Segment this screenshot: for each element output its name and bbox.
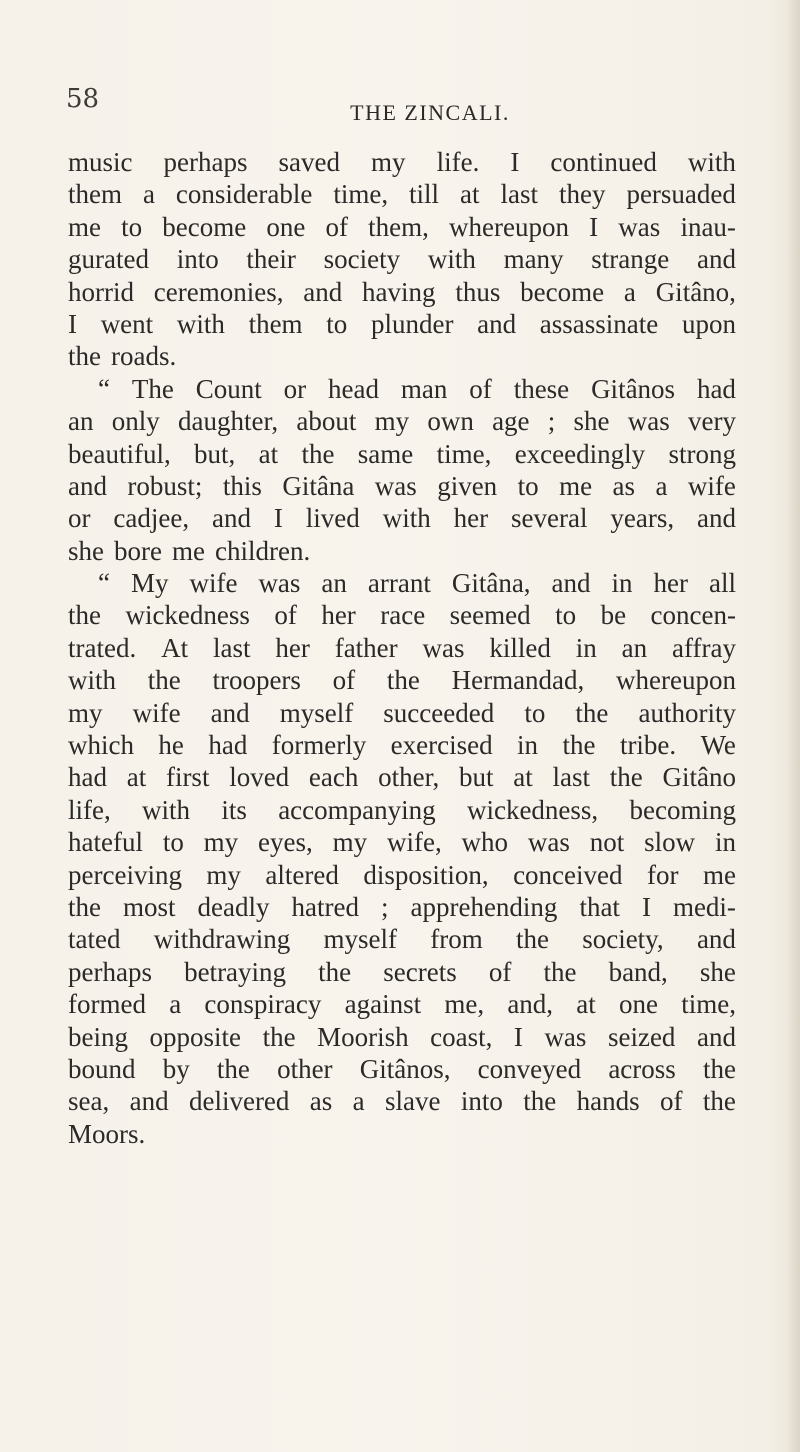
word: the bbox=[147, 665, 181, 696]
running-head: THE ZINCALI. bbox=[350, 100, 510, 125]
word: but, bbox=[194, 438, 236, 469]
body-text bbox=[68, 146, 736, 1150]
text-line bbox=[68, 794, 736, 826]
text-line bbox=[68, 956, 736, 988]
word: troopers bbox=[212, 665, 301, 696]
word: of bbox=[274, 600, 297, 631]
word: band, bbox=[608, 956, 668, 987]
word: or bbox=[283, 373, 307, 404]
word: race bbox=[380, 600, 426, 631]
text-line bbox=[68, 664, 736, 696]
word: in bbox=[714, 827, 736, 858]
word: the bbox=[702, 1086, 736, 1117]
word: children. bbox=[214, 535, 311, 566]
word: robust; bbox=[127, 470, 203, 501]
word: years, bbox=[610, 503, 675, 534]
word: cadjee, bbox=[113, 503, 190, 534]
word: father bbox=[334, 632, 398, 663]
word: hands bbox=[576, 1086, 640, 1117]
word: to bbox=[326, 308, 348, 339]
word: time, bbox=[436, 438, 492, 469]
word: to bbox=[555, 600, 577, 631]
word: My bbox=[130, 568, 169, 599]
word: arrant bbox=[367, 568, 431, 599]
page-number: 58 bbox=[66, 84, 100, 114]
word: wife bbox=[189, 568, 238, 599]
word: Count bbox=[195, 373, 262, 404]
word: time, bbox=[333, 179, 389, 210]
word: my bbox=[374, 406, 410, 437]
word: formed bbox=[68, 989, 146, 1020]
word: by bbox=[162, 1053, 190, 1084]
word: ceremonies, bbox=[153, 276, 284, 307]
word: very bbox=[687, 406, 736, 437]
word: several bbox=[511, 503, 588, 534]
word: of bbox=[660, 1086, 683, 1117]
text-line bbox=[68, 826, 736, 858]
word: with bbox=[176, 308, 225, 339]
word: society, bbox=[582, 924, 664, 955]
word: who bbox=[461, 827, 509, 858]
word: was bbox=[527, 827, 570, 858]
text-line bbox=[68, 276, 736, 308]
text-line bbox=[68, 1118, 736, 1150]
word: as bbox=[612, 470, 636, 501]
word: “ bbox=[98, 373, 110, 404]
word: bore bbox=[114, 535, 162, 566]
word: I bbox=[513, 1021, 523, 1052]
word: own bbox=[427, 406, 474, 437]
word: plunder bbox=[370, 308, 454, 339]
word: At bbox=[161, 632, 189, 663]
word: in bbox=[575, 632, 597, 663]
word: my bbox=[206, 859, 241, 890]
word: wife bbox=[132, 697, 181, 728]
word: I bbox=[589, 211, 599, 242]
word: she bbox=[68, 535, 104, 566]
word: Gitânos, bbox=[359, 1053, 451, 1084]
word: of bbox=[488, 956, 512, 987]
word: at bbox=[460, 179, 480, 210]
word: or bbox=[68, 503, 91, 534]
word: against bbox=[344, 989, 422, 1020]
word: at bbox=[513, 762, 533, 793]
word: the bbox=[543, 956, 577, 987]
word: he bbox=[158, 730, 184, 761]
word: Moors. bbox=[68, 1118, 146, 1149]
word: an bbox=[321, 568, 347, 599]
word: was bbox=[258, 568, 301, 599]
word: the bbox=[262, 1021, 296, 1052]
word: sea, bbox=[68, 1086, 110, 1117]
word: affray bbox=[672, 632, 736, 663]
word: life. bbox=[436, 147, 480, 177]
word: betraying bbox=[184, 956, 287, 987]
word: and, bbox=[507, 989, 554, 1020]
word: age bbox=[492, 406, 530, 437]
word: one bbox=[266, 211, 306, 242]
text-line bbox=[68, 502, 736, 534]
word: Moorish bbox=[317, 1021, 409, 1052]
word: Gitânos bbox=[591, 373, 676, 404]
word: become bbox=[162, 211, 247, 242]
word: become bbox=[520, 276, 605, 307]
word: these bbox=[513, 373, 570, 404]
word: same bbox=[357, 438, 414, 469]
word: man bbox=[400, 373, 448, 404]
text-line bbox=[68, 308, 736, 340]
text-line bbox=[68, 405, 736, 437]
word: society bbox=[323, 244, 401, 275]
word: the bbox=[216, 1053, 250, 1084]
word: was bbox=[618, 211, 661, 242]
word: the bbox=[301, 438, 335, 469]
word: head bbox=[328, 373, 380, 404]
word: Gitâno bbox=[662, 762, 736, 793]
word: my bbox=[332, 827, 368, 858]
word: perceiving bbox=[68, 859, 182, 890]
word: the bbox=[609, 762, 643, 793]
word: seized bbox=[607, 1021, 676, 1052]
text-line bbox=[68, 859, 736, 891]
word: perhaps bbox=[163, 147, 248, 177]
word: exercised bbox=[390, 730, 493, 761]
word: me bbox=[68, 211, 101, 242]
word: slow bbox=[644, 827, 696, 858]
word: be bbox=[600, 600, 627, 631]
word: inau- bbox=[680, 211, 736, 242]
word: of bbox=[325, 211, 349, 242]
word: Gitâna bbox=[282, 470, 355, 501]
word: wickedness bbox=[125, 600, 250, 631]
word: considerable bbox=[175, 179, 313, 210]
text-line bbox=[68, 178, 736, 210]
word: strong bbox=[668, 438, 736, 469]
word: last bbox=[552, 762, 590, 793]
word: each bbox=[308, 762, 359, 793]
word: her bbox=[453, 503, 489, 534]
word: my bbox=[203, 827, 239, 858]
word: thus bbox=[455, 276, 501, 307]
word: was bbox=[374, 470, 417, 501]
word: to bbox=[517, 470, 539, 501]
word: as bbox=[309, 1086, 333, 1117]
word: trated. bbox=[68, 632, 137, 663]
word: the bbox=[68, 891, 101, 922]
word: but bbox=[459, 762, 494, 793]
word: life, bbox=[68, 794, 111, 825]
word: ; bbox=[547, 406, 556, 437]
word: a bbox=[623, 276, 636, 307]
text-line bbox=[68, 891, 736, 923]
text-line bbox=[68, 470, 736, 502]
word: tribe. bbox=[619, 730, 677, 761]
word: with bbox=[427, 244, 476, 275]
word: me bbox=[171, 535, 205, 566]
word: beautiful, bbox=[68, 438, 171, 469]
word: in bbox=[517, 730, 539, 761]
word: its bbox=[221, 794, 247, 825]
word: The bbox=[131, 373, 174, 404]
word: apprehending bbox=[410, 891, 558, 922]
word: conceived bbox=[513, 859, 623, 890]
text-line bbox=[68, 923, 736, 955]
word: Gitâno, bbox=[655, 276, 736, 307]
word: an bbox=[621, 632, 648, 663]
word: hateful bbox=[68, 827, 143, 858]
word: and bbox=[129, 1086, 169, 1117]
word: other bbox=[277, 1053, 333, 1084]
word: strange bbox=[591, 244, 670, 275]
word: at bbox=[258, 438, 279, 469]
word: till bbox=[409, 179, 440, 210]
word: her bbox=[653, 568, 688, 599]
word: and bbox=[696, 924, 736, 955]
word: last bbox=[212, 632, 251, 663]
word: conveyed bbox=[477, 1053, 582, 1084]
word: gurated bbox=[68, 244, 149, 275]
word: other, bbox=[378, 762, 440, 793]
text-line bbox=[68, 146, 736, 178]
word: withdrawing bbox=[153, 924, 291, 955]
word: assassinate bbox=[539, 308, 659, 339]
word: the bbox=[386, 665, 420, 696]
word: coast, bbox=[430, 1021, 493, 1052]
word: last bbox=[500, 179, 538, 210]
word: was bbox=[627, 406, 670, 437]
word: bound bbox=[68, 1053, 136, 1084]
text-line bbox=[68, 761, 736, 793]
word: loved bbox=[229, 762, 290, 793]
word: disposition, bbox=[363, 859, 489, 890]
word: secrets bbox=[383, 956, 457, 987]
word: my bbox=[68, 697, 103, 728]
word: one bbox=[619, 989, 658, 1020]
text-line bbox=[68, 697, 736, 729]
word: in bbox=[611, 568, 633, 599]
word: whereupon bbox=[616, 665, 736, 696]
word: and bbox=[212, 503, 251, 534]
word: I bbox=[641, 891, 651, 922]
word: altered bbox=[265, 859, 339, 890]
word: first bbox=[165, 762, 210, 793]
word: deadly bbox=[197, 891, 270, 922]
word: Gitâna, bbox=[451, 568, 531, 599]
word: which bbox=[68, 730, 134, 761]
word: upon bbox=[681, 308, 736, 339]
page-edge-shadow bbox=[786, 0, 800, 1452]
word: becoming bbox=[629, 794, 736, 825]
word: only bbox=[111, 406, 160, 437]
word: to bbox=[524, 697, 546, 728]
word: having bbox=[362, 276, 436, 307]
word: whereupon bbox=[449, 211, 570, 242]
word: me bbox=[559, 470, 593, 501]
word: persuaded bbox=[626, 179, 736, 210]
word: them bbox=[248, 308, 303, 339]
text-line bbox=[68, 438, 736, 470]
word: the bbox=[575, 697, 609, 728]
word: slave bbox=[385, 1086, 441, 1117]
word: with bbox=[382, 503, 431, 534]
word: of bbox=[332, 665, 356, 696]
word: many bbox=[503, 244, 564, 275]
word: authority bbox=[638, 697, 736, 728]
word: I bbox=[68, 308, 77, 339]
text-line bbox=[68, 599, 736, 631]
word: perhaps bbox=[68, 956, 152, 987]
text-line bbox=[68, 1053, 736, 1085]
word: that bbox=[579, 891, 620, 922]
word: their bbox=[246, 244, 296, 275]
word: with bbox=[687, 147, 736, 177]
word: the bbox=[318, 956, 352, 987]
word: myself bbox=[279, 697, 354, 728]
word: formerly bbox=[271, 730, 367, 761]
text-line bbox=[68, 632, 736, 664]
word: they bbox=[558, 179, 606, 210]
word: a bbox=[352, 1086, 365, 1117]
word: was bbox=[422, 632, 465, 663]
word: roads. bbox=[111, 341, 177, 372]
word: a bbox=[655, 470, 668, 501]
word: this bbox=[222, 470, 262, 501]
word: at bbox=[126, 762, 147, 793]
word: an bbox=[68, 406, 94, 437]
word: medi- bbox=[672, 891, 736, 922]
word: to bbox=[121, 211, 143, 242]
word: at bbox=[576, 989, 596, 1020]
word: the bbox=[562, 730, 596, 761]
text-line bbox=[68, 567, 736, 599]
word: conspiracy bbox=[204, 989, 322, 1020]
word: was bbox=[544, 1021, 587, 1052]
text-line bbox=[68, 340, 736, 372]
word: Hermandad, bbox=[451, 665, 585, 696]
word: into bbox=[460, 1086, 503, 1117]
word: and bbox=[68, 470, 107, 501]
word: and bbox=[210, 697, 250, 728]
word: had bbox=[208, 730, 248, 761]
word: me bbox=[702, 859, 736, 890]
word: she bbox=[699, 956, 736, 987]
word: went bbox=[100, 308, 154, 339]
word: she bbox=[573, 406, 610, 437]
word: myself bbox=[323, 924, 397, 955]
word: exceedingly bbox=[514, 438, 646, 469]
word: and bbox=[551, 568, 591, 599]
word: wickedness, bbox=[466, 794, 599, 825]
word: of bbox=[469, 373, 492, 404]
word: across bbox=[608, 1053, 676, 1084]
word: ; bbox=[380, 891, 389, 922]
word: killed bbox=[489, 632, 551, 663]
word: the bbox=[702, 1053, 736, 1084]
word: hatred bbox=[291, 891, 359, 922]
word: me, bbox=[444, 989, 485, 1020]
word: the bbox=[68, 600, 101, 631]
word: wife bbox=[687, 470, 736, 501]
word: her bbox=[275, 632, 310, 663]
text-line bbox=[68, 535, 736, 567]
word: delivered bbox=[188, 1086, 290, 1117]
word: most bbox=[123, 891, 176, 922]
text-line bbox=[68, 1085, 736, 1117]
word: for bbox=[646, 859, 679, 890]
word: music bbox=[68, 147, 133, 177]
text-line bbox=[68, 729, 736, 761]
word: from bbox=[430, 924, 483, 955]
word: to bbox=[162, 827, 184, 858]
word: the bbox=[523, 1086, 557, 1117]
text-line bbox=[68, 211, 736, 243]
word: saved bbox=[278, 147, 341, 177]
word: succeeded bbox=[383, 697, 495, 728]
word: being bbox=[68, 1021, 128, 1052]
word: daughter, bbox=[177, 406, 279, 437]
word: time, bbox=[681, 989, 736, 1020]
word: “ bbox=[98, 568, 110, 599]
text-line bbox=[68, 243, 736, 275]
word: and bbox=[303, 276, 343, 307]
word: I bbox=[273, 503, 283, 534]
word: accompanying bbox=[278, 794, 436, 825]
word: with bbox=[68, 665, 117, 696]
word: not bbox=[589, 827, 625, 858]
word: my bbox=[371, 147, 406, 177]
word: given bbox=[437, 470, 498, 501]
text-line bbox=[68, 373, 736, 405]
word: eyes, bbox=[258, 827, 313, 858]
word: and bbox=[477, 308, 517, 339]
word: with bbox=[142, 794, 191, 825]
word: wife, bbox=[386, 827, 442, 858]
word: a bbox=[169, 989, 182, 1020]
word: and bbox=[696, 244, 736, 275]
word: and bbox=[697, 503, 736, 534]
word: I bbox=[510, 147, 520, 177]
word: and bbox=[696, 1021, 736, 1052]
word: her bbox=[321, 600, 356, 631]
word: We bbox=[700, 730, 736, 761]
word: about bbox=[296, 406, 357, 437]
word: tated bbox=[68, 924, 121, 955]
text-line bbox=[68, 988, 736, 1020]
word: opposite bbox=[149, 1021, 242, 1052]
word: continued bbox=[550, 147, 657, 177]
text-line bbox=[68, 1021, 736, 1053]
word: them bbox=[68, 179, 122, 210]
word: lived bbox=[305, 503, 360, 534]
word: a bbox=[142, 179, 155, 210]
word: horrid bbox=[68, 276, 134, 307]
word: them, bbox=[368, 211, 429, 242]
word: the bbox=[68, 341, 101, 372]
word: had bbox=[68, 762, 107, 793]
word: concen- bbox=[650, 600, 736, 631]
word: had bbox=[696, 373, 736, 404]
word: into bbox=[176, 244, 219, 275]
word: seemed bbox=[449, 600, 531, 631]
word: all bbox=[708, 568, 736, 599]
word: the bbox=[515, 924, 549, 955]
